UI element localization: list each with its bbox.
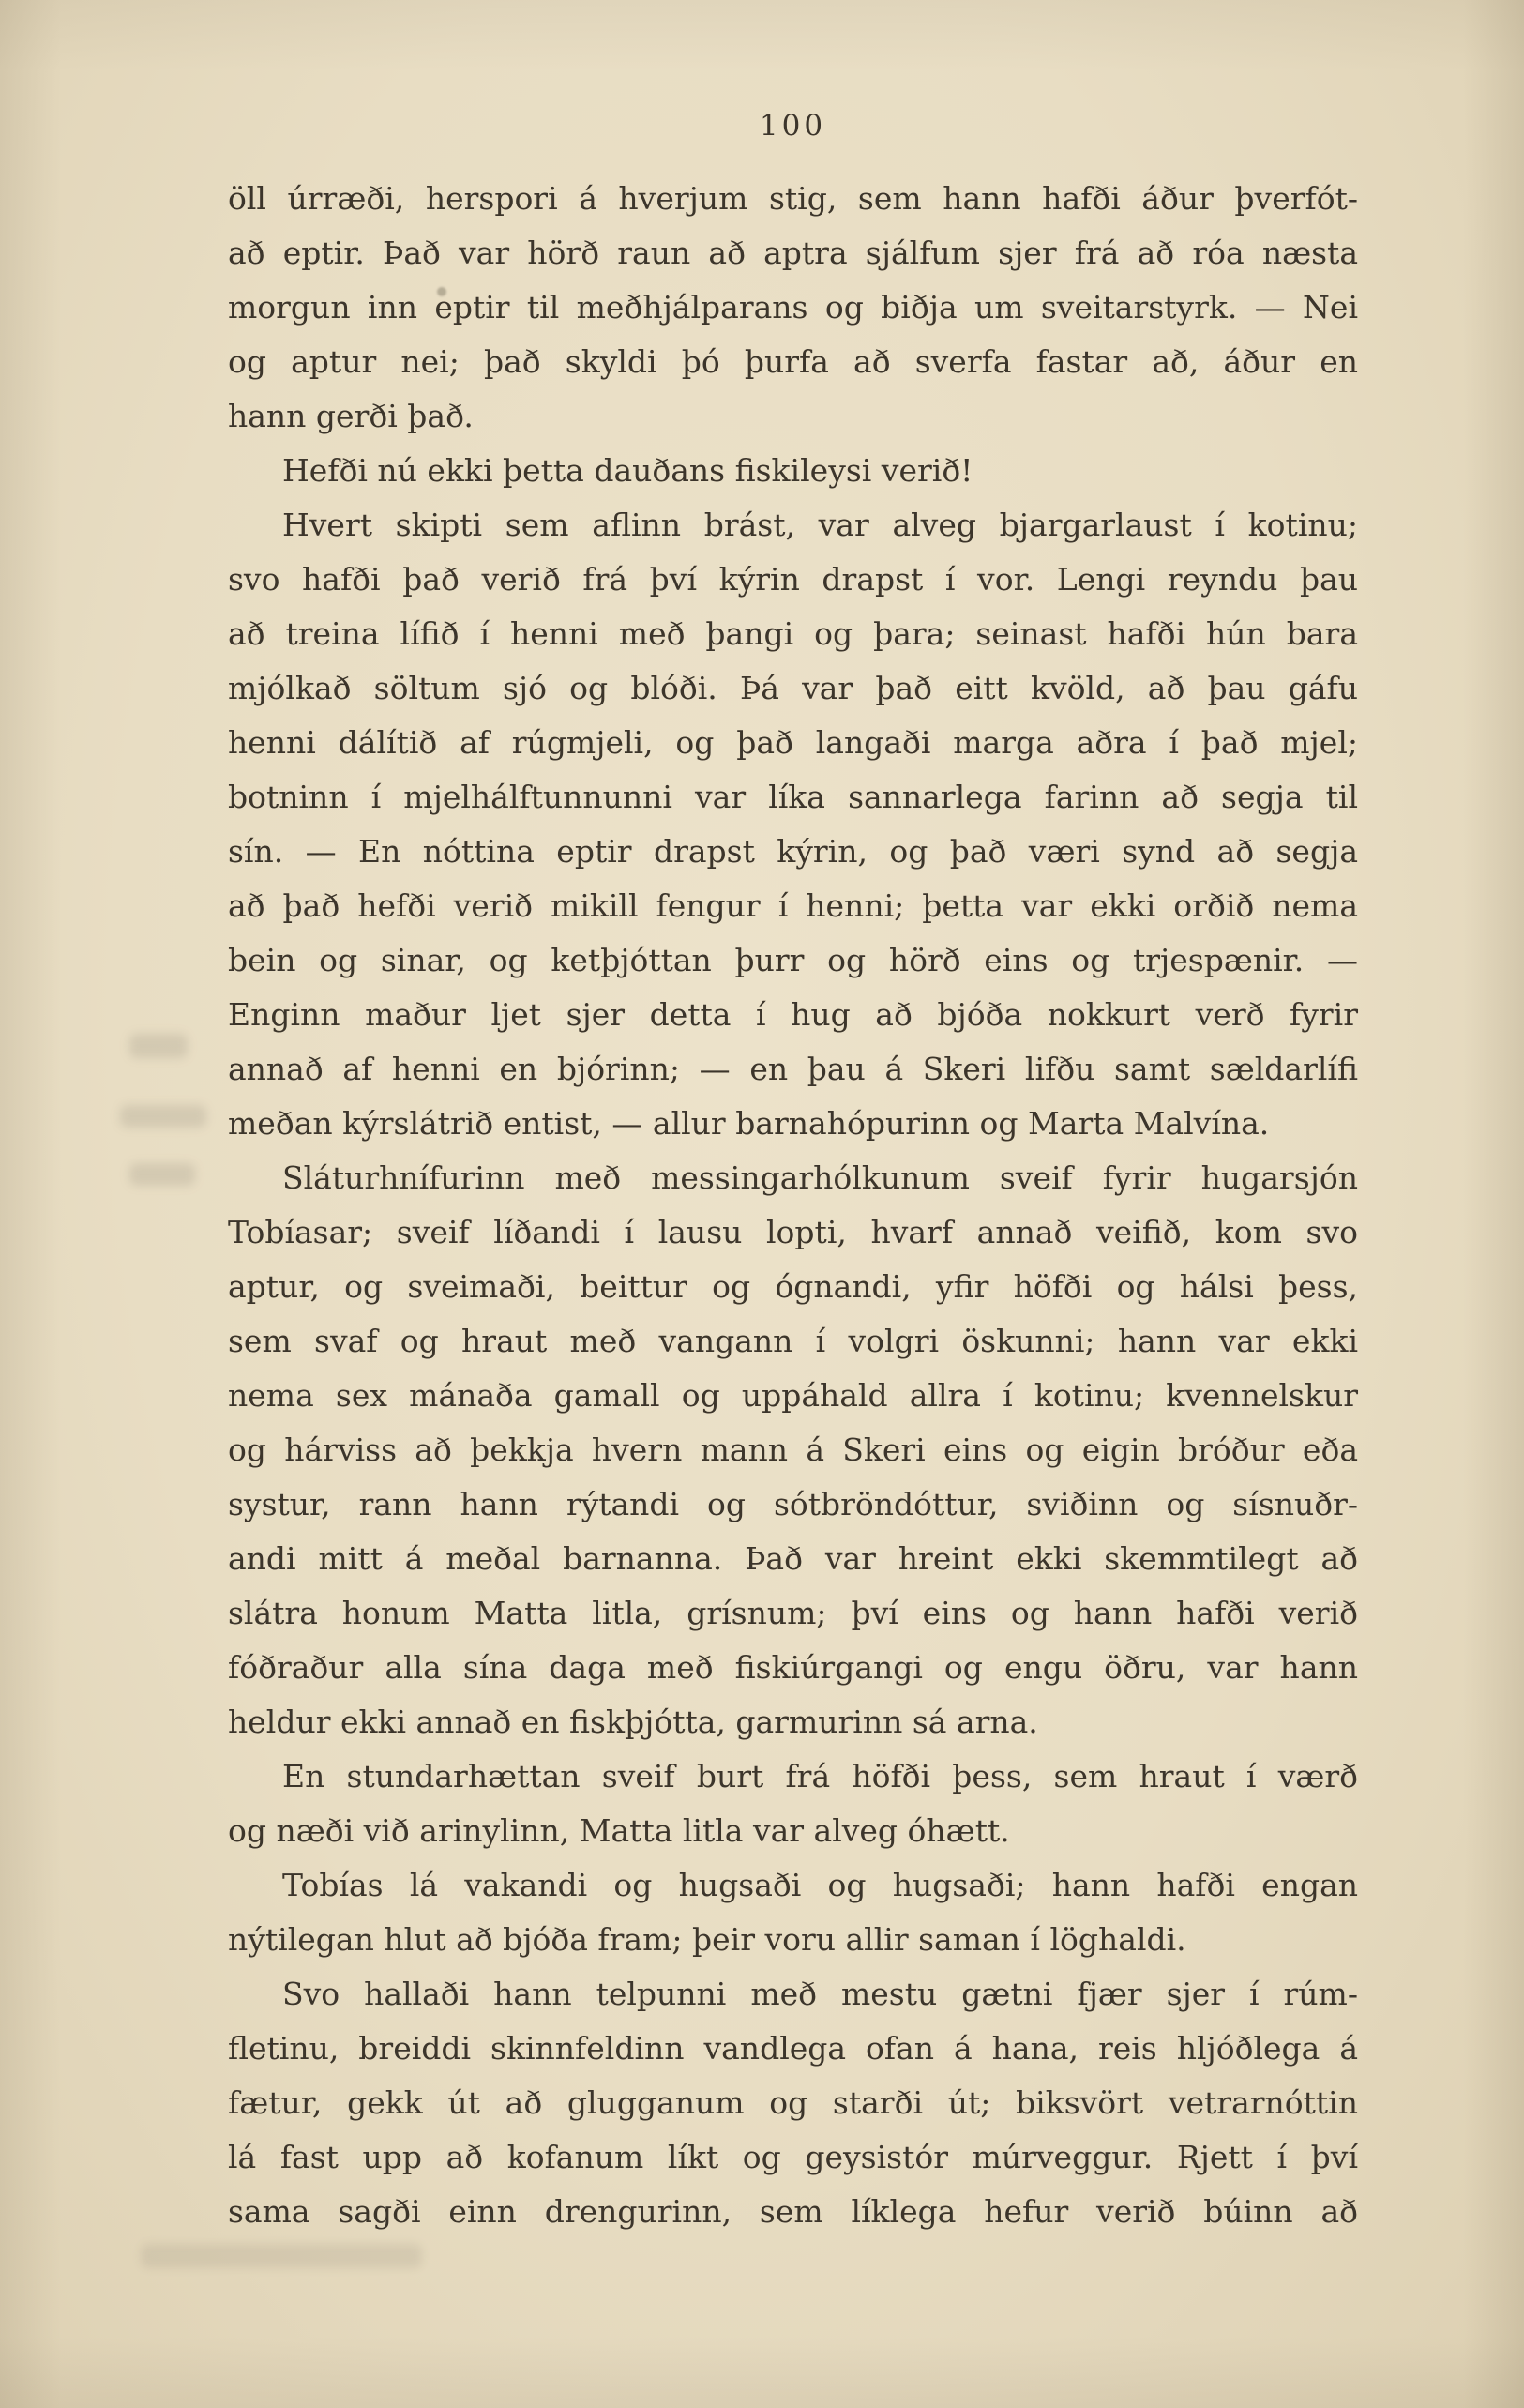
text-line: að treina lífið í henni með þangi og þara; seinast hafði hún bara [228, 615, 1358, 652]
text-line: meðan kýrslátrið entist, — allur barnahópurinn og Marta Malvína. [228, 1105, 1270, 1142]
text-line: slátra honum Matta litla, grísnum; því eins og hann hafði verið [228, 1595, 1358, 1631]
paragraph [228, 1151, 1358, 1749]
bleed-through-artifact [120, 1105, 206, 1128]
paragraph [228, 1749, 1358, 1858]
text-line: fóðraður alla sína daga með fiskiúrgangi og engu öðru, var hann [228, 1649, 1358, 1686]
text-line: henni dálítið af rúgmjeli, og það langaði marga aðra í það mjel; [228, 724, 1358, 761]
paragraph [228, 498, 1358, 1151]
ink-speck [437, 287, 446, 296]
text-line: botninn í mjelhálftunnunni var líka sannarlega farinn að segja til [228, 779, 1358, 815]
text-line: og aptur nei; það skyldi þó þurfa að sverfa fastar að, áður en [228, 343, 1358, 380]
text-line: aptur, og sveimaði, beittur og ógnandi, yfir höfði og hálsi þess, [228, 1268, 1358, 1305]
text-line: að það hefði verið mikill fengur í henni; þetta var ekki orðið nema [228, 887, 1358, 924]
page-number: 100 [759, 109, 827, 143]
text-line: svo hafði það verið frá því kýrin drapst í vor. Lengi reyndu þau [228, 561, 1358, 598]
text-line: systur, rann hann rýtandi og sótbröndóttur, sviðinn og sísnuðr- [228, 1486, 1358, 1522]
text-line: Hefði nú ekki þetta dauðans fiskileysi verið! [282, 452, 973, 489]
text-line: Enginn maður ljet sjer detta í hug að bjóða nokkurt verð fyrir [228, 996, 1358, 1033]
text-line: andi mitt á meðal barnanna. Það var hreint ekki skemmtilegt að [228, 1540, 1358, 1577]
text-line: nema sex mánaða gamall og uppáhald allra í kotinu; kvennelskur [228, 1377, 1358, 1414]
text-line: sama sagði einn drengurinn, sem líklega hefur verið búinn að [228, 2193, 1358, 2230]
text-line: mjólkað söltum sjó og blóði. Þá var það eitt kvöld, að þau gáfu [228, 670, 1358, 706]
paragraph [228, 444, 1358, 498]
text-line: Hvert skipti sem aflinn brást, var alveg bjargarlaust í kotinu; [282, 507, 1358, 543]
text-line: lá fast upp að kofanum líkt og geysistór múrveggur. Rjett í því [228, 2139, 1358, 2175]
bleed-through-artifact [129, 1034, 188, 1058]
text-line: nýtilegan hlut að bjóða fram; þeir voru allir saman í löghaldi. [228, 1921, 1186, 1958]
text-line: og næði við arinylinn, Matta litla var alveg óhætt. [228, 1812, 1010, 1849]
text-line: sín. — En nóttina eptir drapst kýrin, og það væri synd að segja [228, 833, 1358, 870]
text-line: heldur ekki annað en fiskþjótta, garmurinn sá arna. [228, 1704, 1038, 1740]
text-line: Svo hallaði hann telpunni með mestu gætni fjær sjer í rúm- [282, 1976, 1358, 2012]
text-line: annað af henni en bjórinn; — en þau á Skeri lifðu samt sældarlífi [228, 1051, 1358, 1087]
text-line: sem svaf og hraut með vangann í volgri öskunni; hann var ekki [228, 1323, 1358, 1359]
text-line: fletinu, breiddi skinnfeldinn vandlega ofan á hana, reis hljóðlega á [228, 2030, 1358, 2067]
text-line: og hárviss að þekkja hvern mann á Skeri eins og eigin bróður eða [228, 1431, 1358, 1468]
text-line: bein og sinar, og ketþjóttan þurr og hörð eins og trjespænir. — [228, 942, 1358, 978]
text-line: Sláturhnífurinn með messingarhólkunum sveif fyrir hugarsjón [282, 1159, 1358, 1196]
paragraph [228, 1858, 1358, 1967]
text-line: En stundarhættan sveif burt frá höfði þess, sem hraut í værð [282, 1758, 1358, 1795]
text-line: öll úrræði, herspori á hverjum stig, sem hann hafði áður þverfót- [228, 180, 1358, 217]
text-line: að eptir. Það var hörð raun að aptra sjálfum sjer frá að róa næsta [228, 235, 1358, 271]
text-line: Tobías lá vakandi og hugsaði og hugsaði; hann hafði engan [282, 1867, 1358, 1903]
bleed-through-artifact [141, 2244, 422, 2268]
paragraph [228, 172, 1358, 444]
text-line: fætur, gekk út að glugganum og starði út; biksvört vetrarnóttin [228, 2084, 1358, 2121]
text-line: Tobíasar; sveif líðandi í lausu lopti, hvarf annað veifið, kom svo [228, 1214, 1358, 1250]
text-line: hann gerði það. [228, 398, 474, 434]
text-line: morgun inn eptir til meðhjálparans og biðja um sveitarstyrk. — Nei [228, 289, 1358, 326]
bleed-through-artifact [129, 1163, 195, 1186]
text-block [228, 172, 1358, 2239]
paragraph [228, 1967, 1358, 2239]
